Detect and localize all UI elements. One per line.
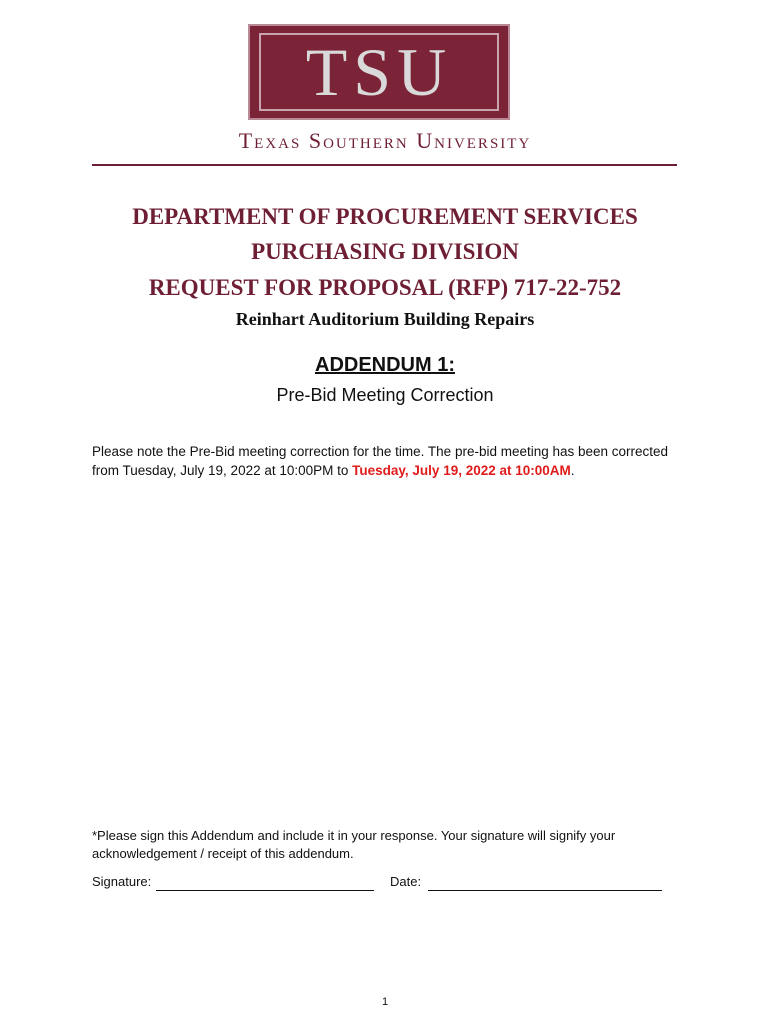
rfp-title: REQUEST FOR PROPOSAL (RFP) 717-22-752 <box>148 275 622 300</box>
header-divider <box>92 164 677 166</box>
university-name: Texas Southern University <box>238 128 532 153</box>
date-line[interactable] <box>428 889 662 891</box>
addendum-heading: ADDENDUM 1: <box>315 354 455 376</box>
project-title: Reinhart Auditorium Building Repairs <box>235 309 535 329</box>
department-title: DEPARTMENT OF PROCUREMENT SERVICES <box>132 204 638 229</box>
division-title: PURCHASING DIVISION <box>251 239 519 264</box>
logo-text: TSU <box>305 34 453 110</box>
date-label: Date: <box>390 874 422 889</box>
paragraph-text: Please note the Pre-Bid meeting correction for the time. The pre-bid meeting has been corrected from Tuesday, July 19, 2022 at 10:00PM to <box>92 444 669 478</box>
corrected-time: Tuesday, July 19, 2022 at 10:00AM <box>352 463 571 478</box>
correction-paragraph <box>92 442 682 480</box>
signature-instructions: *Please sign this Addendum and include it in your response. Your signature will signify your acknowledgement / receipt of this addendum. <box>92 828 616 861</box>
signature-line[interactable] <box>156 889 374 891</box>
tsu-logo <box>248 24 510 120</box>
paragraph-end: . <box>570 463 575 478</box>
page-number: 1 <box>381 996 389 1008</box>
logo-inner-frame <box>259 33 499 111</box>
signature-row <box>92 874 692 894</box>
addendum-subheading: Pre-Bid Meeting Correction <box>276 385 494 405</box>
signature-label: Signature: <box>92 874 152 889</box>
